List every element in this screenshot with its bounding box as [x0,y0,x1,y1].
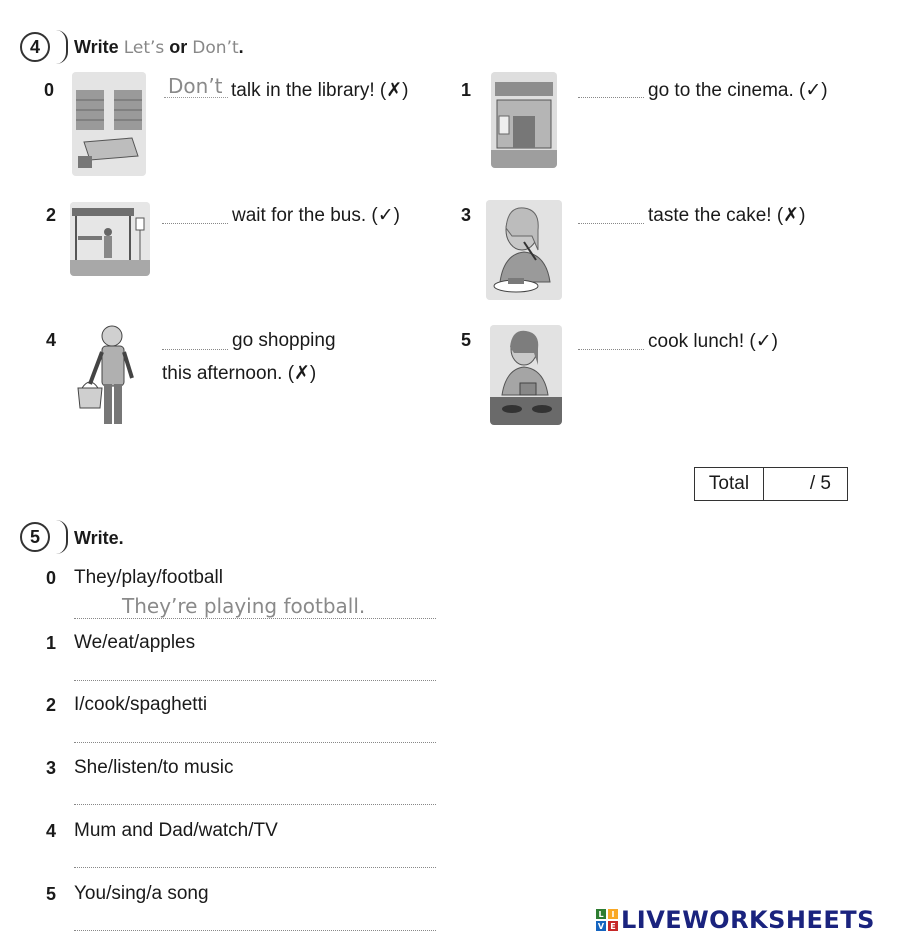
answer-line [578,223,644,224]
answer-line [162,223,228,224]
item-number: 2 [46,695,57,715]
prompt-text: They/play/football [74,567,223,588]
answer-line [74,680,436,681]
answer-text: They’re playing football. [122,594,366,618]
answer-line [74,867,436,868]
item-number: 0 [44,80,55,100]
exercise-number-badge: 4 [20,32,50,62]
sentence-text: talk in the library! (✗) [231,80,409,101]
item-number: 4 [46,330,57,350]
liveworksheets-logo-icon [596,909,618,931]
total-score: / 5 [809,473,831,494]
prompt-text: Mum and Dad/watch/TV [74,820,278,841]
item-number: 3 [46,758,57,778]
woman-cooking-picture [490,325,562,425]
svg-text:L: L [598,910,604,919]
man-shopping-picture [74,322,146,430]
exercise-badge-bracket [56,520,68,554]
bus-stop-picture [70,202,150,276]
item-number: 5 [46,884,57,904]
instruction-period: . [238,37,244,57]
answer-underline [164,97,228,98]
sentence-text: go shopping [232,330,336,351]
svg-text:V: V [597,922,605,931]
total-label: Total [695,468,764,500]
girl-eating-cake-picture [486,200,562,300]
exercise-5-instruction: Write. [74,528,124,548]
sentence-text: taste the cake! (✗) [648,205,806,226]
svg-text:I: I [611,910,615,919]
brand-text: LIVEWORKSHEETS [621,906,875,934]
library-picture [72,72,146,176]
item-number: 2 [46,205,57,225]
total-score-box [694,467,848,501]
instruction-or: or [169,37,188,57]
prompt-text: We/eat/apples [74,632,196,653]
answer-line [578,97,644,98]
exercise-badge-bracket [56,30,68,64]
sentence-text: go to the cinema. (✓) [648,80,828,101]
answer-line [162,349,228,350]
svg-text:E: E [610,922,616,931]
prompt-text: She/listen/to music [74,757,234,778]
answer-line [74,930,436,931]
exercise-4-instruction [74,37,244,58]
item-number: 1 [46,633,57,653]
item-number: 0 [46,568,57,588]
exercise-4-header [20,32,50,62]
answer-line [74,804,436,805]
answer-line [74,742,436,743]
instruction-dont: Don’t [192,38,239,58]
sentence-text: wait for the bus. (✓) [232,205,400,226]
item-number: 5 [461,330,472,350]
item-number: 1 [461,80,472,100]
sentence-continuation: this afternoon. (✗) [162,363,317,384]
liveworksheets-logo [596,906,875,934]
exercise-5-header [20,522,50,552]
exercise-number-badge: 5 [20,522,50,552]
prompt-text: You/sing/a song [74,883,209,904]
cinema-picture [491,72,557,168]
prompt-text: I/cook/spaghetti [74,694,208,715]
item-number: 3 [461,205,472,225]
sentence-text: cook lunch! (✓) [648,331,778,352]
instruction-lets: Let’s [123,38,165,58]
item-number: 4 [46,821,57,841]
answer-line [578,349,644,350]
answer-text: Don’t [168,74,223,98]
instruction-write: Write [74,37,119,57]
answer-line [74,618,436,619]
